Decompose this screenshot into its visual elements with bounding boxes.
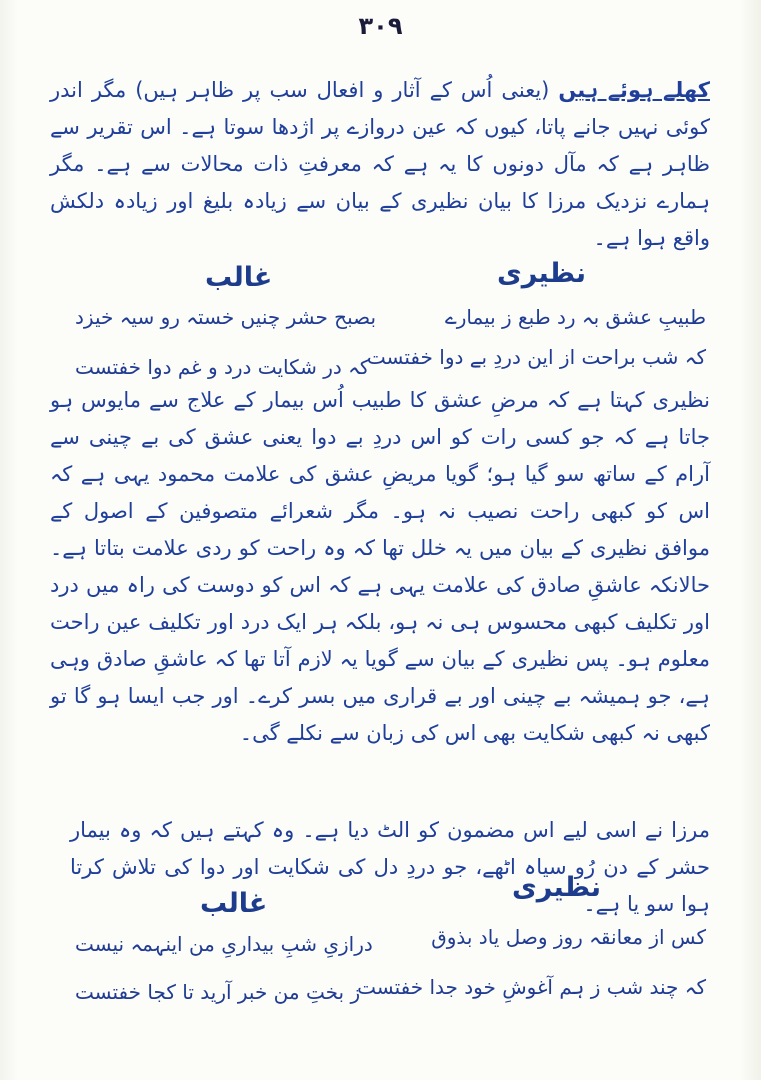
paragraph-1-lead: کھلے ہوئے ہیں: [558, 78, 710, 102]
ghalib-verse-2b: ز بختِ من خبر آرید تا کجا خفتست: [75, 980, 361, 1004]
naziri-verse-2a: کس از معانقہ روز وصل یاد بذوق: [431, 925, 706, 949]
ghalib-verse-1a: بصبح حشر چنیں خستہ رو سیہ خیزد: [75, 305, 377, 329]
paragraph-2: نظیری کہتا ہے کہ مرضِ عشق کا طبیب اُس بیمار کے علاج سے مایوس ہو جاتا ہے کہ جو کسی رات کو اس دردِ بے دوا یعنی عشق کی بے چینی سے آرام کے ساتھ سو گیا ہو؛ گویا مریضِ عشق کی علامت محمود یہی ہے کہ اس کو کبھی راحت نصیب نہ ہو۔ مگر شعرائے متصوفین کے اصول کے موافق نظیری کے بیان میں یہ خلل تھا کہ وہ راحت کو ردی علامت بتاتا ہے۔ حالانکہ عاشقِ صادق کی علامت یہی ہے کہ اس کو دوست کی راہ میں درد اور تکلیف کبھی محسوس ہی نہ ہو، بلکہ ہر ایک درد اور تکلیف عین راحت معلوم ہو۔ پس نظیری کے بیان سے گویا یہ لازم آتا تھا کہ عاشقِ صادق وہی ہے، جو ہمیشہ بے چینی اور بے قراری میں بسر کرے۔ اور جب ایسا ہو گا تو کبھی نہ کبھی شکایت بھی اس کی زبان سے نکلے گی۔: [50, 388, 710, 745]
naziri-heading-1: نظیری: [496, 258, 586, 289]
naziri-verse-1a: طبیبِ عشق بہ رد طبع ز بیمارے: [445, 305, 706, 329]
paragraph-1: [50, 72, 710, 257]
naziri-verse-2b: کہ چند شب ز ہم آغوشِ خود جدا خفتست: [357, 975, 706, 999]
paragraph-1-text: (یعنی اُس کے آثار و افعال سب پر ظاہر ہیں) مگر اندر کوئی نہیں جانے پاتا، کیوں کہ عین دروازے پر اژدھا سوتا ہے۔ اس تقریر سے ظاہر ہے کہ مآل دونوں کا یہ ہے کہ معرفتِ ذات محالات سے ہے۔ مگر ہمارے نزدیک مرزا کا بیان نظیری کے بیان سے زیادہ بلیغ اور زیادہ دلکش واقع ہوا ہے۔: [50, 78, 710, 250]
paragraph-3: مرزا نے اسی لیے اس مضمون کو الٹ دیا ہے۔ وہ کہتے ہیں کہ وہ بیمار حشر کے دن رُو سیاہ اٹھے، جو دردِ دل کی شکایت اور دوا کی تلاش کرتا ہوا سو یا ہے۔: [70, 818, 710, 916]
naziri-verse-1b: کہ شب براحت از این دردِ بے دوا خفتست: [366, 345, 706, 369]
ghalib-verse-1b: کہ در شکایت درد و غم دوا خفتست: [75, 355, 370, 379]
ghalib-verse-2a: درازیِ شبِ بیداریِ من اینہمہ نیست: [75, 932, 373, 956]
ghalib-heading-1: غالب: [205, 262, 273, 293]
ghalib-heading-2: غالب: [200, 888, 268, 919]
page-number: ۳۰۹: [358, 12, 403, 40]
naziri-heading-2: نظیری: [511, 872, 601, 903]
